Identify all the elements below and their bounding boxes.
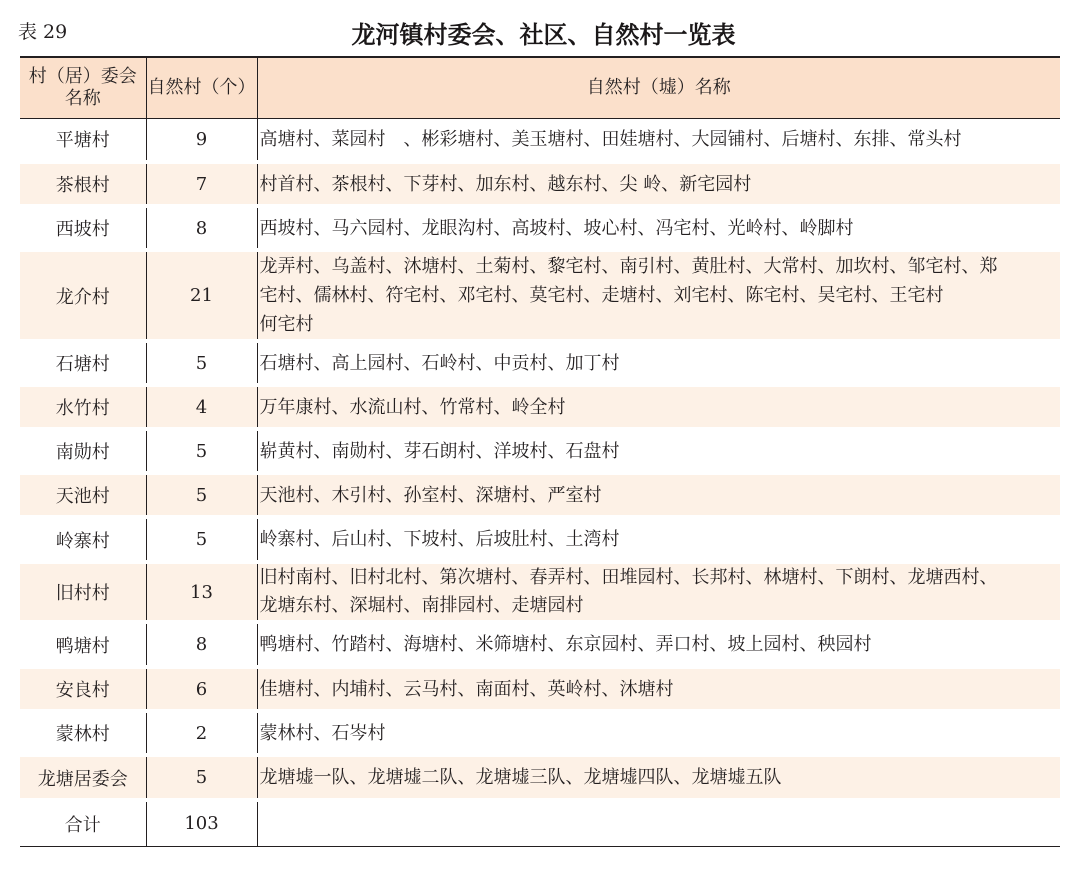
village-count: 8: [146, 622, 257, 667]
table-body: [20, 118, 1060, 846]
committee-name: 石塘村: [20, 341, 146, 385]
village-count: 7: [146, 162, 257, 206]
village-names-line: 龙弄村、乌盖村、沐塘村、土菊村、黎宅村、南引村、黄肚村、大常村、加坎村、邹宅村、郑: [259, 256, 998, 277]
committee-name: 鸭塘村: [20, 622, 146, 667]
table-number: 表 29: [18, 21, 68, 43]
village-names-line: 何宅村: [259, 314, 314, 335]
committee-name: 安良村: [20, 667, 146, 711]
village-count: 8: [146, 206, 257, 250]
table-row: [20, 341, 1060, 385]
village-names-line: 蒙林村、石岑村: [259, 722, 386, 744]
village-names-line: 鸭塘村、竹踏村、海塘村、米筛塘村、东京园村、弄口村、坡上园村、秧园村: [259, 634, 872, 655]
table-row: [20, 622, 1060, 667]
header-count: 自然村（个）: [146, 57, 257, 118]
committee-name: 平塘村: [20, 118, 146, 162]
table-row: [20, 473, 1060, 517]
committee-name: 蒙林村: [20, 711, 146, 755]
village-names: [257, 118, 1060, 162]
village-count: 5: [146, 755, 257, 800]
village-names: [257, 206, 1060, 250]
committee-name: 旧村村: [20, 562, 146, 622]
village-names-line: 村首村、茶根村、下芽村、加东村、越东村、尖 岭、新宅园村: [259, 173, 752, 195]
header-committee: [20, 57, 146, 118]
village-names: [257, 429, 1060, 473]
table-row: [20, 206, 1060, 250]
total-label: 合计: [20, 800, 146, 846]
table-row: [20, 711, 1060, 755]
village-table: [20, 56, 1060, 847]
village-names: [257, 517, 1060, 562]
total-count: 103: [146, 800, 257, 846]
village-names-line: 龙塘东村、深堀村、南排园村、走塘园村: [259, 595, 584, 616]
village-names: [257, 711, 1060, 755]
total-empty-cell: [257, 800, 1060, 846]
page-title: 龙河镇村委会、社区、自然村一览表: [351, 21, 736, 49]
table-row: [20, 755, 1060, 800]
village-names-line: 高塘村、菜园村 、彬彩塘村、美玉塘村、田娃塘村、大园铺村、后塘村、东排、常头村: [259, 128, 962, 150]
village-names: [257, 341, 1060, 385]
committee-name: 茶根村: [20, 162, 146, 206]
village-names: [257, 473, 1060, 517]
village-count: 5: [146, 341, 257, 385]
village-names: [257, 755, 1060, 800]
table-row: [20, 517, 1060, 562]
village-names: [257, 622, 1060, 667]
village-names-line: 崭黄村、南勋村、芽石朗村、洋坡村、石盘村: [259, 440, 620, 462]
village-names-line: 旧村南村、旧村北村、第次塘村、春弄村、田堆园村、长邦村、林塘村、下朗村、龙塘西村、: [259, 567, 998, 588]
village-names-line: 天池村、木引村、孙室村、深塘村、严室村: [259, 484, 602, 506]
village-count: 4: [146, 385, 257, 429]
header-names: 自然村（墟）名称: [257, 57, 1060, 118]
table-row: [20, 429, 1060, 473]
committee-name: 龙介村: [20, 250, 146, 341]
village-names: [257, 385, 1060, 429]
village-names: [257, 667, 1060, 711]
village-count: 13: [146, 562, 257, 622]
village-names-line: 西坡村、马六园村、龙眼沟村、高坡村、坡心村、冯宅村、光岭村、岭脚村: [259, 217, 854, 239]
table-row: [20, 385, 1060, 429]
village-count: 5: [146, 473, 257, 517]
village-names: [257, 562, 1060, 622]
committee-name: 岭寨村: [20, 517, 146, 562]
committee-name: 西坡村: [20, 206, 146, 250]
village-names-line: 岭寨村、后山村、下坡村、后坡肚村、土湾村: [259, 529, 620, 550]
table-row: [20, 562, 1060, 622]
table-row: [20, 250, 1060, 341]
committee-name: 龙塘居委会: [20, 755, 146, 800]
table-row: [20, 667, 1060, 711]
total-row: [20, 800, 1060, 846]
village-names-line: 石塘村、高上园村、石岭村、中贡村、加丁村: [259, 352, 620, 374]
village-count: 2: [146, 711, 257, 755]
village-count: 21: [146, 250, 257, 341]
village-names-line: 龙塘墟一队、龙塘墟二队、龙塘墟三队、龙塘墟四队、龙塘墟五队: [259, 767, 782, 788]
village-count: 5: [146, 429, 257, 473]
committee-name: 南勋村: [20, 429, 146, 473]
village-names-line: 宅村、儒林村、符宅村、邓宅村、莫宅村、走塘村、刘宅村、陈宅村、吴宅村、王宅村: [259, 285, 944, 306]
table-header-row: [20, 57, 1060, 118]
header-committee-label: 村（居）委会名称: [28, 65, 137, 109]
village-count: 5: [146, 517, 257, 562]
village-count: 6: [146, 667, 257, 711]
village-names-line: 佳塘村、内埔村、云马村、南面村、英岭村、沐塘村: [259, 678, 674, 700]
committee-name: 水竹村: [20, 385, 146, 429]
village-names: [257, 162, 1060, 206]
village-names: [257, 250, 1060, 341]
village-count: 9: [146, 118, 257, 162]
table-row: [20, 118, 1060, 162]
village-names-line: 万年康村、水流山村、竹常村、岭全村: [259, 396, 566, 418]
committee-name: 天池村: [20, 473, 146, 517]
table-row: [20, 162, 1060, 206]
